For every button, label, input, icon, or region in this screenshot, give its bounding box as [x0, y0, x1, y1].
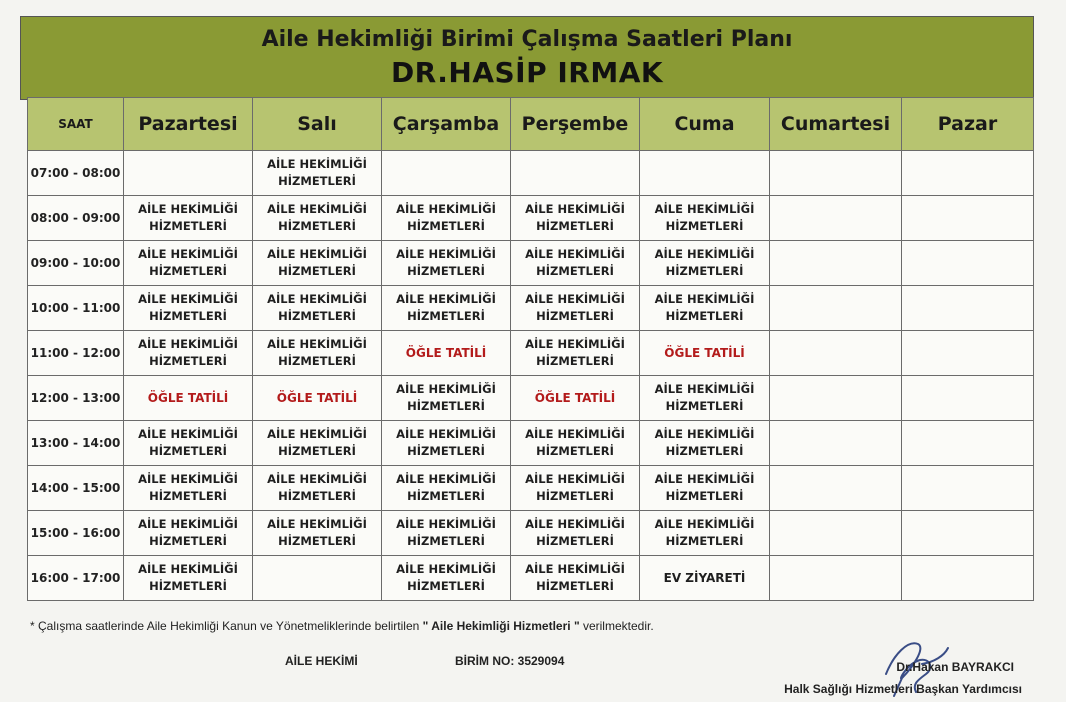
service-cell: [511, 331, 640, 376]
time-slot: 08:00 - 09:00: [28, 196, 124, 241]
cell-line: AİLE HEKİMLİĞİ: [138, 202, 238, 216]
service-cell: [640, 376, 770, 421]
cell-line: AİLE HEKİMLİĞİ: [396, 202, 496, 216]
empty-cell: [902, 421, 1034, 466]
table-row: [28, 151, 1034, 196]
family-doctor-label: AİLE HEKİMİ: [285, 654, 358, 668]
cell-line: ÖĞLE TATİLİ: [276, 390, 358, 405]
cell-line: AİLE HEKİMLİĞİ: [267, 472, 367, 486]
cell-line: HİZMETLERİ: [536, 534, 614, 548]
time-slot: 15:00 - 16:00: [28, 511, 124, 556]
service-cell: [382, 286, 511, 331]
cell-line: HİZMETLERİ: [278, 174, 356, 188]
service-cell: [253, 421, 382, 466]
cell-line: AİLE HEKİMLİĞİ: [396, 562, 496, 576]
table-row: [28, 511, 1034, 556]
column-header-cuma: Cuma: [640, 98, 770, 151]
lunch-break-cell: [253, 376, 382, 421]
service-cell: [253, 286, 382, 331]
cell-line: HİZMETLERİ: [149, 579, 227, 593]
cell-line: AİLE HEKİMLİĞİ: [654, 382, 755, 396]
column-header-sali: Salı: [253, 98, 382, 151]
service-cell: [124, 196, 253, 241]
header-row: [28, 98, 1034, 151]
cell-line: HİZMETLERİ: [278, 219, 356, 233]
cell-line: HİZMETLERİ: [278, 309, 356, 323]
cell-line: HİZMETLERİ: [278, 444, 356, 458]
time-slot: 07:00 - 08:00: [28, 151, 124, 196]
cell-line: ÖĞLE TATİLİ: [147, 390, 229, 405]
cell-line: AİLE HEKİMLİĞİ: [525, 247, 625, 261]
time-slot: 11:00 - 12:00: [28, 331, 124, 376]
table-row: [28, 556, 1034, 601]
lunch-break-cell: [124, 376, 253, 421]
empty-cell: [770, 556, 902, 601]
cell-line: ÖĞLE TATİLİ: [405, 345, 487, 360]
cell-line: HİZMETLERİ: [149, 489, 227, 503]
cell-line: AİLE HEKİMLİĞİ: [396, 382, 496, 396]
lunch-break-cell: [511, 376, 640, 421]
empty-cell: [770, 151, 902, 196]
cell-line: HİZMETLERİ: [536, 219, 614, 233]
cell-line: HİZMETLERİ: [407, 399, 485, 413]
time-slot: 09:00 - 10:00: [28, 241, 124, 286]
service-cell: [124, 331, 253, 376]
service-cell: [640, 466, 770, 511]
column-header-saat: SAAT: [28, 98, 124, 151]
service-cell: [640, 511, 770, 556]
table-row: [28, 421, 1034, 466]
service-cell: [382, 511, 511, 556]
cell-line: AİLE HEKİMLİĞİ: [138, 517, 238, 531]
cell-line: HİZMETLERİ: [407, 489, 485, 503]
service-cell: [511, 421, 640, 466]
cell-line: AİLE HEKİMLİĞİ: [654, 202, 755, 216]
empty-cell: [902, 376, 1034, 421]
empty-cell: [902, 151, 1034, 196]
cell-line: HİZMETLERİ: [407, 534, 485, 548]
home-visit-cell: [640, 556, 770, 601]
cell-line: AİLE HEKİMLİĞİ: [267, 337, 367, 351]
service-cell: [640, 196, 770, 241]
empty-cell: [511, 151, 640, 196]
cell-line: EV ZİYARETİ: [663, 570, 746, 585]
cell-line: HİZMETLERİ: [149, 534, 227, 548]
cell-line: AİLE HEKİMLİĞİ: [267, 247, 367, 261]
cell-line: HİZMETLERİ: [278, 354, 356, 368]
empty-cell: [770, 196, 902, 241]
empty-cell: [770, 466, 902, 511]
service-cell: [511, 286, 640, 331]
title-band: [20, 16, 1034, 100]
cell-line: HİZMETLERİ: [149, 264, 227, 278]
cell-line: AİLE HEKİMLİĞİ: [654, 517, 755, 531]
service-cell: [382, 376, 511, 421]
service-cell: [382, 241, 511, 286]
empty-cell: [770, 241, 902, 286]
time-slot: 12:00 - 13:00: [28, 376, 124, 421]
service-cell: [253, 241, 382, 286]
cell-line: AİLE HEKİMLİĞİ: [267, 427, 367, 441]
empty-cell: [770, 286, 902, 331]
empty-cell: [770, 376, 902, 421]
service-cell: [382, 196, 511, 241]
cell-line: HİZMETLERİ: [149, 354, 227, 368]
service-cell: [640, 421, 770, 466]
cell-line: AİLE HEKİMLİĞİ: [654, 472, 755, 486]
footnote-text: * Çalışma saatlerinde Aile Hekimliği Kanun ve Yönetmeliklerinde belirtilen: [30, 619, 423, 633]
cell-line: HİZMETLERİ: [407, 579, 485, 593]
cell-line: HİZMETLERİ: [536, 309, 614, 323]
cell-line: HİZMETLERİ: [149, 444, 227, 458]
service-cell: [253, 331, 382, 376]
cell-line: AİLE HEKİMLİĞİ: [396, 292, 496, 306]
table-row: [28, 241, 1034, 286]
time-slot: 14:00 - 15:00: [28, 466, 124, 511]
service-cell: [511, 511, 640, 556]
column-header-carsamba: Çarşamba: [382, 98, 511, 151]
cell-line: AİLE HEKİMLİĞİ: [267, 517, 367, 531]
empty-cell: [253, 556, 382, 601]
cell-line: HİZMETLERİ: [665, 534, 744, 548]
cell-line: AİLE HEKİMLİĞİ: [138, 337, 238, 351]
cell-line: AİLE HEKİMLİĞİ: [525, 337, 625, 351]
column-header-pazar: Pazar: [902, 98, 1034, 151]
cell-line: AİLE HEKİMLİĞİ: [654, 292, 755, 306]
empty-cell: [124, 151, 253, 196]
service-cell: [124, 466, 253, 511]
cell-line: AİLE HEKİMLİĞİ: [525, 562, 625, 576]
schedule-table: [27, 97, 1034, 601]
cell-line: HİZMETLERİ: [665, 219, 744, 233]
cell-line: AİLE HEKİMLİĞİ: [138, 247, 238, 261]
lunch-break-cell: [640, 331, 770, 376]
official-signature-block: [762, 656, 1022, 700]
service-cell: [124, 286, 253, 331]
column-header-pazartesi: Pazartesi: [124, 98, 253, 151]
footnote-end: verilmektedir.: [579, 619, 654, 633]
cell-line: HİZMETLERİ: [536, 579, 614, 593]
cell-line: AİLE HEKİMLİĞİ: [525, 427, 625, 441]
table-row: [28, 286, 1034, 331]
cell-line: HİZMETLERİ: [536, 444, 614, 458]
cell-line: AİLE HEKİMLİĞİ: [396, 517, 496, 531]
cell-line: AİLE HEKİMLİĞİ: [525, 472, 625, 486]
empty-cell: [382, 151, 511, 196]
cell-line: HİZMETLERİ: [278, 264, 356, 278]
service-cell: [253, 196, 382, 241]
column-header-persembe: Perşembe: [511, 98, 640, 151]
cell-line: AİLE HEKİMLİĞİ: [267, 292, 367, 306]
cell-line: AİLE HEKİMLİĞİ: [396, 247, 496, 261]
empty-cell: [770, 331, 902, 376]
cell-line: HİZMETLERİ: [149, 219, 227, 233]
schedule-body: [28, 151, 1034, 601]
empty-cell: [902, 466, 1034, 511]
cell-line: HİZMETLERİ: [278, 489, 356, 503]
cell-line: HİZMETLERİ: [407, 444, 485, 458]
cell-line: HİZMETLERİ: [536, 264, 614, 278]
cell-line: HİZMETLERİ: [665, 264, 744, 278]
cell-line: AİLE HEKİMLİĞİ: [138, 427, 238, 441]
cell-line: HİZMETLERİ: [407, 264, 485, 278]
plan-title: Aile Hekimliği Birimi Çalışma Saatleri Planı: [261, 27, 793, 52]
service-cell: [511, 556, 640, 601]
cell-line: HİZMETLERİ: [665, 309, 744, 323]
service-cell: [382, 421, 511, 466]
cell-line: AİLE HEKİMLİĞİ: [267, 157, 367, 171]
service-cell: [124, 556, 253, 601]
service-cell: [640, 241, 770, 286]
empty-cell: [902, 511, 1034, 556]
cell-line: HİZMETLERİ: [665, 489, 744, 503]
service-cell: [511, 196, 640, 241]
empty-cell: [902, 331, 1034, 376]
service-cell: [124, 511, 253, 556]
empty-cell: [902, 196, 1034, 241]
empty-cell: [902, 556, 1034, 601]
lunch-break-cell: [382, 331, 511, 376]
cell-line: ÖĞLE TATİLİ: [664, 345, 745, 360]
time-slot: 16:00 - 17:00: [28, 556, 124, 601]
cell-line: AİLE HEKİMLİĞİ: [525, 202, 625, 216]
service-cell: [640, 286, 770, 331]
time-slot: 10:00 - 11:00: [28, 286, 124, 331]
service-cell: [253, 511, 382, 556]
empty-cell: [640, 151, 770, 196]
footnote-emphasis: " Aile Hekimliği Hizmetleri ": [422, 619, 580, 633]
empty-cell: [902, 286, 1034, 331]
cell-line: AİLE HEKİMLİĞİ: [138, 472, 238, 486]
empty-cell: [770, 511, 902, 556]
service-cell: [124, 241, 253, 286]
cell-line: AİLE HEKİMLİĞİ: [267, 202, 367, 216]
service-cell: [511, 241, 640, 286]
service-cell: [124, 421, 253, 466]
cell-line: AİLE HEKİMLİĞİ: [654, 427, 755, 441]
cell-line: AİLE HEKİMLİĞİ: [396, 472, 496, 486]
time-slot: 13:00 - 14:00: [28, 421, 124, 466]
service-cell: [382, 466, 511, 511]
column-header-cumartesi: Cumartesi: [770, 98, 902, 151]
cell-line: AİLE HEKİMLİĞİ: [138, 292, 238, 306]
doctor-name: DR.HASİP IRMAK: [390, 56, 664, 89]
table-row: [28, 376, 1034, 421]
cell-line: AİLE HEKİMLİĞİ: [138, 562, 238, 576]
cell-line: AİLE HEKİMLİĞİ: [525, 292, 625, 306]
service-cell: [511, 466, 640, 511]
official-role: Halk Sağlığı Hizmetleri Başkan Yardımcısı: [784, 682, 1022, 696]
table-row: [28, 466, 1034, 511]
cell-line: HİZMETLERİ: [665, 399, 744, 413]
cell-line: AİLE HEKİMLİĞİ: [525, 517, 625, 531]
service-cell: [253, 466, 382, 511]
service-cell: [382, 556, 511, 601]
cell-line: HİZMETLERİ: [278, 534, 356, 548]
empty-cell: [770, 421, 902, 466]
cell-line: AİLE HEKİMLİĞİ: [654, 247, 755, 261]
table-row: [28, 196, 1034, 241]
cell-line: HİZMETLERİ: [536, 354, 614, 368]
cell-line: HİZMETLERİ: [149, 309, 227, 323]
footnote: [30, 619, 654, 633]
cell-line: HİZMETLERİ: [665, 444, 744, 458]
service-cell: [253, 151, 382, 196]
cell-line: AİLE HEKİMLİĞİ: [396, 427, 496, 441]
table-row: [28, 331, 1034, 376]
official-name: Dr.Hakan BAYRAKCI: [896, 660, 1014, 674]
cell-line: HİZMETLERİ: [407, 309, 485, 323]
cell-line: ÖĞLE TATİLİ: [534, 390, 616, 405]
cell-line: HİZMETLERİ: [536, 489, 614, 503]
unit-number: BİRİM NO: 3529094: [455, 654, 565, 668]
empty-cell: [902, 241, 1034, 286]
cell-line: HİZMETLERİ: [407, 219, 485, 233]
